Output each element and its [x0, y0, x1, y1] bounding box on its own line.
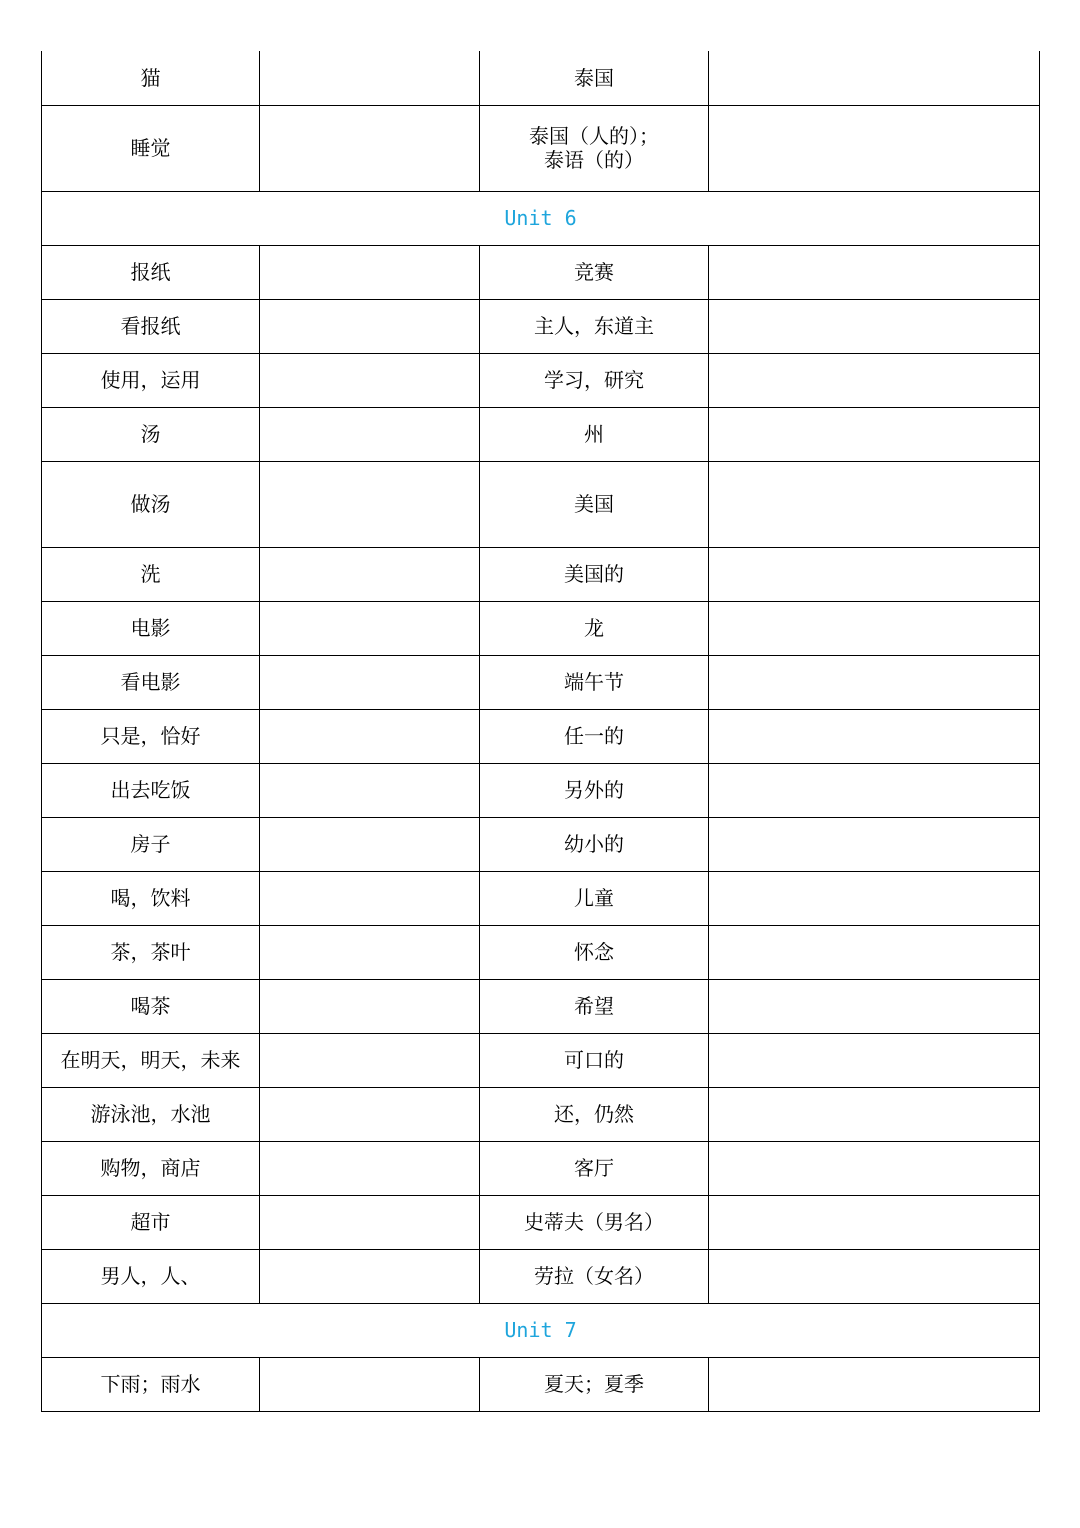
answer-cell-left[interactable]: [260, 1087, 480, 1141]
table-row: [42, 655, 1040, 709]
chinese-term-left: 购物，商店: [42, 1141, 260, 1195]
answer-cell-left[interactable]: [260, 1141, 480, 1195]
chinese-term-right: 美国: [480, 461, 709, 547]
answer-cell-right[interactable]: [709, 51, 1040, 105]
chinese-term-left: 喝茶: [42, 979, 260, 1033]
chinese-term-right: 龙: [480, 601, 709, 655]
answer-cell-right[interactable]: [709, 601, 1040, 655]
chinese-term-right: 怀念: [480, 925, 709, 979]
chinese-term-left: 看报纸: [42, 299, 260, 353]
answer-cell-left[interactable]: [260, 461, 480, 547]
answer-cell-left[interactable]: [260, 245, 480, 299]
answer-cell-right[interactable]: [709, 245, 1040, 299]
chinese-term-left: 做汤: [42, 461, 260, 547]
answer-cell-left[interactable]: [260, 299, 480, 353]
answer-cell-left[interactable]: [260, 353, 480, 407]
chinese-term-left: 在明天，明天，未来: [42, 1033, 260, 1087]
chinese-term-right-line-1: 泰国（人的）；: [529, 124, 659, 148]
chinese-term-left: 下雨；雨水: [42, 1357, 260, 1411]
table-row: [42, 1033, 1040, 1087]
table-row: [42, 105, 1040, 191]
chinese-term-right: 劳拉（女名）: [480, 1249, 709, 1303]
chinese-term-right: 任一的: [480, 709, 709, 763]
chinese-term-right: 学习，研究: [480, 353, 709, 407]
table-row: [42, 245, 1040, 299]
chinese-term-right: 另外的: [480, 763, 709, 817]
answer-cell-right[interactable]: [709, 1249, 1040, 1303]
chinese-term-right: 竞赛: [480, 245, 709, 299]
table-row: [42, 353, 1040, 407]
answer-cell-left[interactable]: [260, 709, 480, 763]
table-row: [42, 1195, 1040, 1249]
table-row: [42, 601, 1040, 655]
answer-cell-left[interactable]: [260, 547, 480, 601]
chinese-term-right: 还，仍然: [480, 1087, 709, 1141]
chinese-term-right-line-2: 泰语（的）: [544, 148, 644, 172]
table-row: [42, 407, 1040, 461]
answer-cell-right[interactable]: [709, 655, 1040, 709]
chinese-term-left: 电影: [42, 601, 260, 655]
chinese-term-left: 出去吃饭: [42, 763, 260, 817]
chinese-term-left: 洗: [42, 547, 260, 601]
chinese-term-right: 幼小的: [480, 817, 709, 871]
answer-cell-left[interactable]: [260, 105, 480, 191]
table-row: [42, 299, 1040, 353]
answer-cell-left[interactable]: [260, 925, 480, 979]
chinese-term-right: 泰国: [480, 51, 709, 105]
chinese-term-left: 猫: [42, 51, 260, 105]
answer-cell-right[interactable]: [709, 461, 1040, 547]
table-row: [42, 1249, 1040, 1303]
chinese-term-right: 希望: [480, 979, 709, 1033]
table-row: [42, 547, 1040, 601]
chinese-term-left: 超市: [42, 1195, 260, 1249]
answer-cell-right[interactable]: [709, 979, 1040, 1033]
table-row: [42, 461, 1040, 547]
vocabulary-table: [41, 51, 1040, 1412]
answer-cell-left[interactable]: [260, 601, 480, 655]
answer-cell-left[interactable]: [260, 1357, 480, 1411]
chinese-term-left: 睡觉: [42, 105, 260, 191]
answer-cell-left[interactable]: [260, 763, 480, 817]
answer-cell-left[interactable]: [260, 1249, 480, 1303]
answer-cell-left[interactable]: [260, 979, 480, 1033]
chinese-term-right: 州: [480, 407, 709, 461]
table-row: [42, 871, 1040, 925]
answer-cell-right[interactable]: [709, 1141, 1040, 1195]
answer-cell-right[interactable]: [709, 871, 1040, 925]
chinese-term-right: 史蒂夫（男名）: [480, 1195, 709, 1249]
chinese-term-left: 看电影: [42, 655, 260, 709]
answer-cell-left[interactable]: [260, 1033, 480, 1087]
answer-cell-left[interactable]: [260, 871, 480, 925]
answer-cell-right[interactable]: [709, 1033, 1040, 1087]
answer-cell-left[interactable]: [260, 51, 480, 105]
answer-cell-right[interactable]: [709, 763, 1040, 817]
answer-cell-right[interactable]: [709, 1195, 1040, 1249]
unit-heading: Unit 6: [42, 191, 1040, 245]
table-row: [42, 709, 1040, 763]
chinese-term-left: 游泳池，水池: [42, 1087, 260, 1141]
answer-cell-right[interactable]: [709, 925, 1040, 979]
chinese-term-right: [480, 105, 709, 191]
answer-cell-right[interactable]: [709, 353, 1040, 407]
answer-cell-right[interactable]: [709, 105, 1040, 191]
answer-cell-right[interactable]: [709, 407, 1040, 461]
chinese-term-right: 客厅: [480, 1141, 709, 1195]
chinese-term-left: 喝，饮料: [42, 871, 260, 925]
chinese-term-left: 报纸: [42, 245, 260, 299]
vocabulary-table-body: [42, 51, 1040, 1411]
chinese-term-left: 茶，茶叶: [42, 925, 260, 979]
unit-heading-row: [42, 1303, 1040, 1357]
chinese-term-right: 端午节: [480, 655, 709, 709]
chinese-term-right: 儿童: [480, 871, 709, 925]
chinese-term-left: 房子: [42, 817, 260, 871]
answer-cell-left[interactable]: [260, 817, 480, 871]
chinese-term-left: 使用，运用: [42, 353, 260, 407]
answer-cell-right[interactable]: [709, 299, 1040, 353]
table-row: [42, 1087, 1040, 1141]
table-row: [42, 1357, 1040, 1411]
chinese-term-right: 夏天；夏季: [480, 1357, 709, 1411]
answer-cell-right[interactable]: [709, 817, 1040, 871]
table-row: [42, 51, 1040, 105]
answer-cell-left[interactable]: [260, 407, 480, 461]
chinese-term-right: 可口的: [480, 1033, 709, 1087]
chinese-term-left: 汤: [42, 407, 260, 461]
table-row: [42, 925, 1040, 979]
table-row: [42, 817, 1040, 871]
unit-heading: Unit 7: [42, 1303, 1040, 1357]
chinese-term-left: 只是，恰好: [42, 709, 260, 763]
table-row: [42, 979, 1040, 1033]
answer-cell-right[interactable]: [709, 709, 1040, 763]
unit-heading-row: [42, 191, 1040, 245]
answer-cell-right[interactable]: [709, 1087, 1040, 1141]
answer-cell-left[interactable]: [260, 1195, 480, 1249]
chinese-term-left: 男人，人、: [42, 1249, 260, 1303]
chinese-term-right: 美国的: [480, 547, 709, 601]
answer-cell-left[interactable]: [260, 655, 480, 709]
answer-cell-right[interactable]: [709, 1357, 1040, 1411]
answer-cell-right[interactable]: [709, 547, 1040, 601]
chinese-term-right: 主人，东道主: [480, 299, 709, 353]
table-row: [42, 763, 1040, 817]
table-row: [42, 1141, 1040, 1195]
